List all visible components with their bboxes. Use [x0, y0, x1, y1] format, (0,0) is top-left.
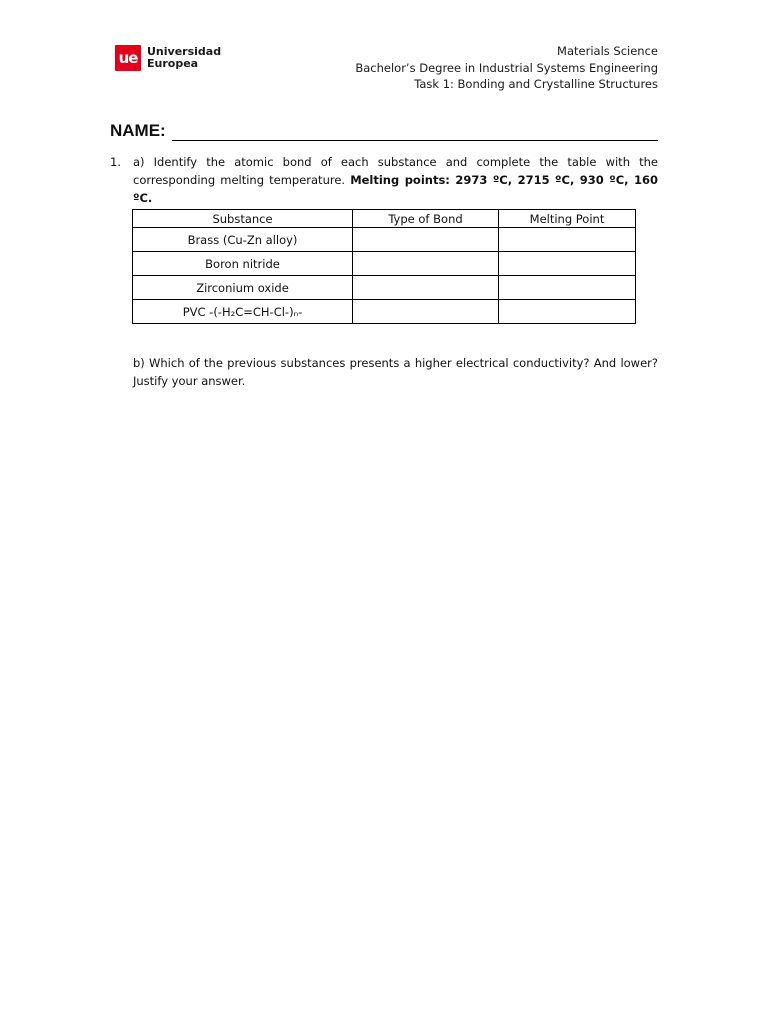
- name-label: NAME:: [110, 121, 166, 140]
- logo-wordmark: [147, 46, 221, 70]
- logo-line-2: Europea: [147, 57, 199, 70]
- table-row: [133, 228, 636, 252]
- question-1a-text: [133, 153, 658, 207]
- melting-cell[interactable]: [499, 276, 636, 300]
- bond-cell[interactable]: [353, 300, 499, 324]
- logo-line-1: Universidad: [147, 45, 222, 58]
- header-type-of-bond: Type of Bond: [353, 210, 499, 228]
- bond-cell[interactable]: [353, 228, 499, 252]
- melting-cell[interactable]: [499, 228, 636, 252]
- course-title: Materials Science: [557, 44, 658, 58]
- substance-cell: Zirconium oxide: [133, 276, 353, 300]
- task-title: Task 1: Bonding and Crystalline Structures: [414, 77, 658, 91]
- bond-cell[interactable]: [353, 276, 499, 300]
- degree-title: Bachelor’s Degree in Industrial Systems Engineering: [355, 60, 658, 75]
- melting-points-list: Melting points: 2973 ºC, 2715 ºC, 930 ºC, 160 ºC.: [133, 173, 659, 205]
- table-row: [133, 276, 636, 300]
- document-header: [355, 43, 658, 93]
- question-1: [110, 153, 658, 207]
- table-row: [133, 252, 636, 276]
- table-row: [133, 300, 636, 324]
- question-1a-prompt: a) Identify the atomic bond of each substance and complete the table with the corresponding melting temperature.: [133, 155, 658, 187]
- bond-cell[interactable]: [353, 252, 499, 276]
- substance-cell: PVC -(-H₂C=CH-Cl-)ₙ-: [133, 300, 353, 324]
- table-header-row: [133, 210, 636, 228]
- substance-cell: Boron nitride: [133, 252, 353, 276]
- name-field-row: [110, 121, 658, 141]
- question-number: 1.: [110, 155, 121, 169]
- question-1b-text: b) Which of the previous substances presents a higher electrical conductivity? And lower? Justify your answer.: [133, 356, 658, 388]
- ue-logo-mark: ue: [115, 45, 141, 71]
- name-input-line[interactable]: [172, 122, 658, 141]
- bond-table: [132, 209, 636, 324]
- header-melting-point: Melting Point: [499, 210, 636, 228]
- university-logo: [115, 45, 221, 71]
- melting-cell[interactable]: [499, 300, 636, 324]
- header-substance: Substance: [133, 210, 353, 228]
- substance-cell: Brass (Cu-Zn alloy): [133, 228, 353, 252]
- melting-cell[interactable]: [499, 252, 636, 276]
